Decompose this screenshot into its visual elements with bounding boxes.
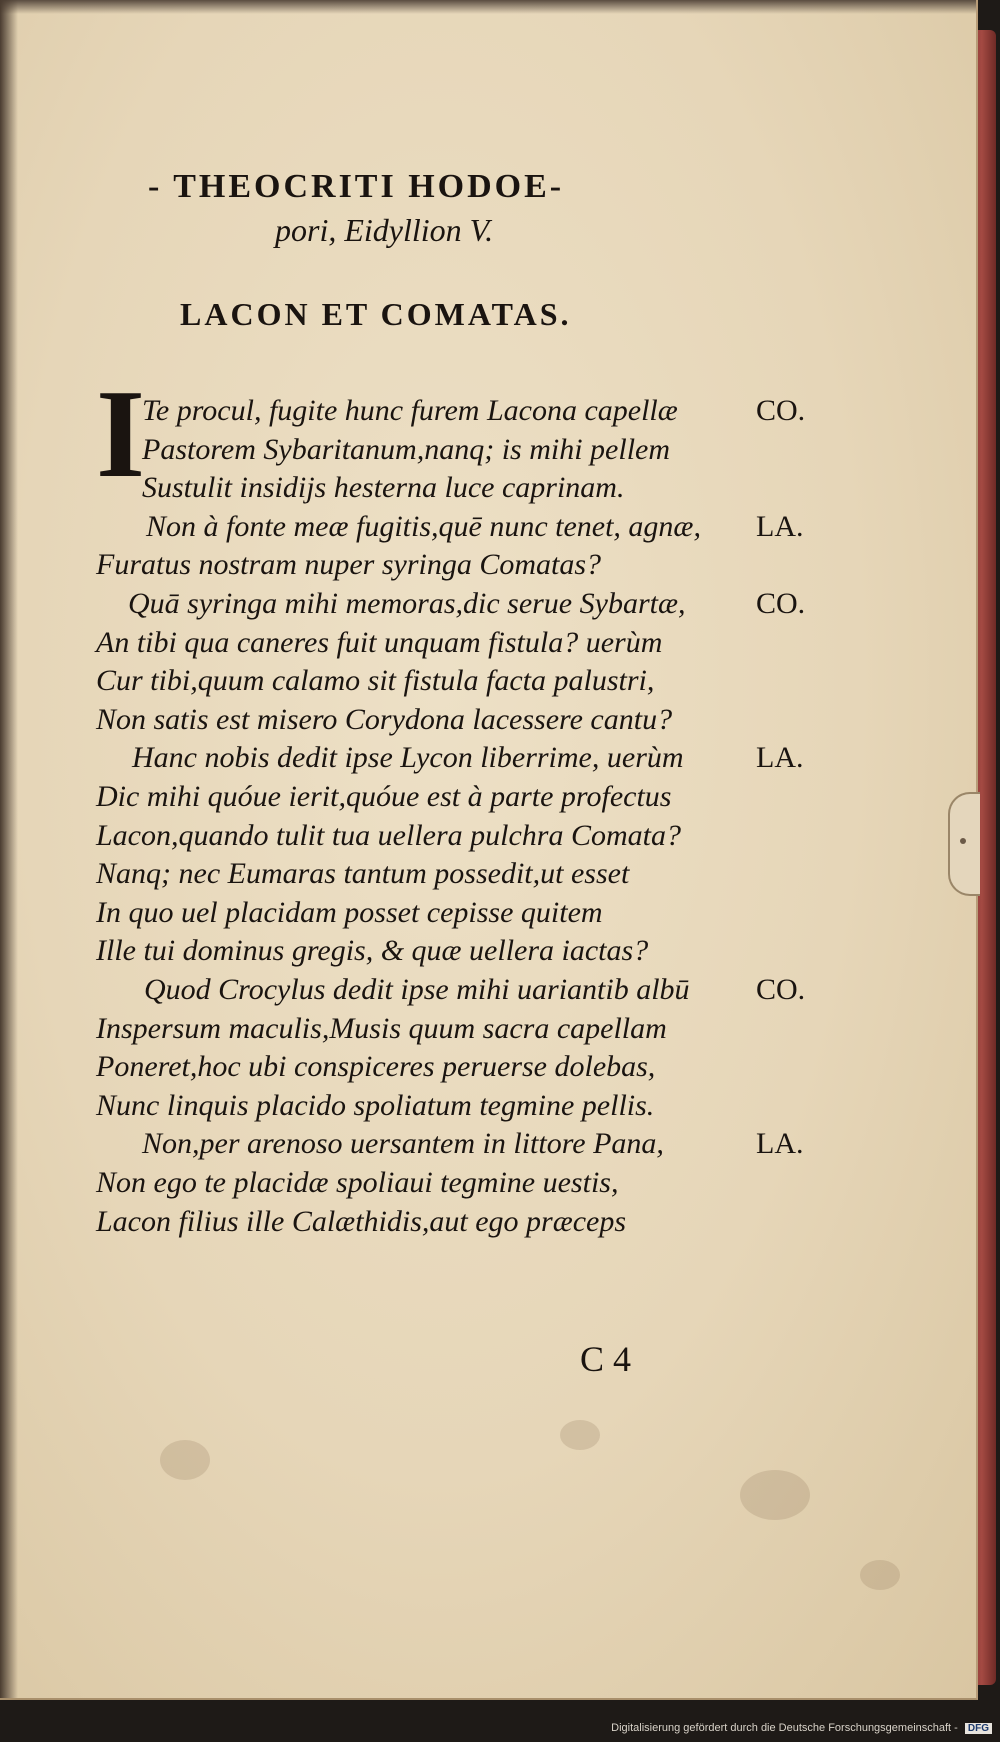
verse-line: Cur tibi,quum calamo sit fistula facta palustri, (96, 664, 655, 698)
verse-line: Te procul, fugite hunc furem Lacona capellæ (142, 394, 678, 427)
footer-credit: Digitalisierung gefördert durch die Deutsche Forschungsgemeinschaft - (611, 1722, 958, 1734)
verse-line: Lacon filius ille Calæthidis,aut ego præceps (96, 1204, 627, 1238)
dfg-logo: DFG (965, 1723, 992, 1734)
speaker-label: CO. (756, 587, 806, 620)
digitization-footer (611, 1722, 992, 1734)
verse-line: Non ego te placidæ spoliaui tegmine uestis, (96, 1166, 619, 1199)
verse-line: Pastorem Sybaritanum,nanq; is mihi pellem (142, 432, 671, 466)
speaker-label: LA. (756, 509, 804, 543)
verse-line: Poneret,hoc ubi conspiceres peruerse dolebas, (96, 1050, 656, 1084)
verse-line: An tibi qua caneres fuit unquam fistula? uerùm (96, 625, 663, 659)
speaker-label: LA. (756, 741, 804, 775)
running-title: - THEOCRITI HODOE- (148, 168, 565, 205)
section-title: LACON ET COMATAS. (180, 296, 572, 332)
verse-line: Quod Crocylus dedit ipse mihi uariantib albū (144, 973, 690, 1006)
page-tab-marker (948, 792, 980, 896)
stain (560, 1420, 600, 1450)
stain (160, 1440, 210, 1480)
verse-line: Hanc nobis dedit ipse Lycon liberrime, uerùm (132, 741, 684, 775)
verse-line: Non,per arenoso uersantem in littore Pana, (142, 1127, 664, 1161)
verse-line: Quā syringa mihi memoras,dic serue Sybartæ, (128, 587, 686, 620)
speaker-label: CO. (756, 394, 806, 427)
verse-line: Lacon,quando tulit tua uellera pulchra Comata? (96, 818, 681, 852)
stain (740, 1470, 810, 1520)
verse-line: Nunc linquis placido spoliatum tegmine pellis. (96, 1088, 655, 1122)
verse-line: Non à fonte meæ fugitis,quē nunc tenet, agnæ, (146, 509, 701, 543)
verse-line: Ille tui dominus gregis, & quæ uellera iactas? (96, 934, 649, 968)
tab-dot (960, 838, 966, 844)
verse-line: Dic mihi quóue ierit,quóue est à parte profectus (96, 780, 672, 813)
drop-cap: I (96, 365, 146, 504)
verse-line: Nanq; nec Eumaras tantum possedit,ut esset (96, 857, 630, 891)
verse-line: Furatus nostram nuper syringa Comatas? (96, 548, 602, 582)
running-title-continuation: pori, Eidyllion V. (275, 212, 494, 248)
verse-line: In quo uel placidam posset cepisse quitem (96, 895, 603, 929)
stain (860, 1560, 900, 1590)
verse-line: Sustulit insidijs hesterna luce caprinam. (142, 471, 625, 505)
verse-line: Inspersum maculis,Musis quum sacra capellam (96, 1011, 667, 1045)
verse-line: Non satis est misero Corydona lacessere cantu? (96, 702, 673, 736)
speaker-label: LA. (756, 1127, 804, 1161)
signature-mark: C 4 (580, 1339, 632, 1379)
speaker-label: CO. (756, 973, 806, 1006)
